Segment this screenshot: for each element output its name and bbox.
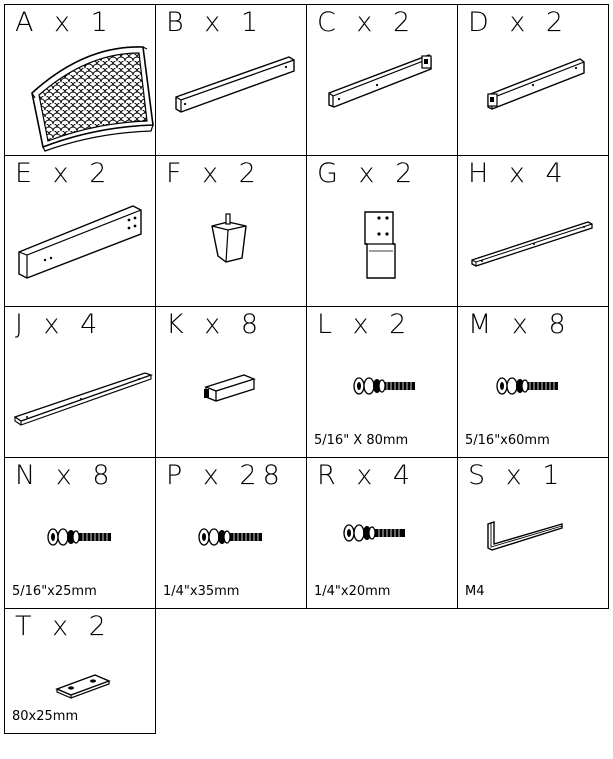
part-spec-m: 5/16"x60mm [465, 433, 550, 448]
part-label-d: D x 2 [468, 7, 570, 38]
bracket-g-illustration [307, 156, 457, 306]
part-spec-n: 5/16"x25mm [12, 584, 97, 599]
part-cell-f [155, 155, 307, 307]
rail-d-illustration [458, 5, 608, 155]
part-label-b: B x 1 [166, 7, 265, 38]
part-label-m: M x 8 [468, 309, 572, 340]
part-cell-p [155, 457, 307, 609]
part-spec-l: 5/16" X 80mm [314, 433, 409, 448]
plate-t-illustration [5, 609, 155, 759]
slat-j-illustration [5, 307, 155, 457]
part-cell-r [306, 457, 458, 609]
part-cell-j [4, 306, 156, 458]
connector-k-illustration [156, 307, 306, 457]
part-label-k: K x 8 [166, 309, 265, 340]
part-cell-s [457, 457, 609, 609]
rail-b-illustration [156, 5, 306, 155]
part-cell-c [306, 4, 458, 156]
part-cell-n [4, 457, 156, 609]
part-cell-g [306, 155, 458, 307]
part-cell-l [306, 306, 458, 458]
part-label-j: J x 4 [15, 309, 104, 340]
part-spec-r: 1/4"x20mm [314, 584, 391, 599]
part-label-e: E x 2 [15, 158, 113, 189]
part-spec-t: 80x25mm [12, 709, 79, 724]
part-label-p: P x 28 [166, 460, 286, 491]
part-cell-t [4, 608, 156, 734]
part-cell-a [4, 4, 156, 156]
rail-e-illustration [5, 156, 155, 306]
part-label-n: N x 8 [15, 460, 116, 491]
leg-f-illustration [156, 156, 306, 306]
part-cell-h [457, 155, 609, 307]
headboard-illustration [5, 5, 155, 155]
part-cell-e [4, 155, 156, 307]
part-cell-m [457, 306, 609, 458]
part-cell-k [155, 306, 307, 458]
part-label-a: A x 1 [15, 7, 114, 38]
part-label-c: C x 2 [317, 7, 417, 38]
part-cell-b [155, 4, 307, 156]
part-spec-p: 1/4"x35mm [163, 584, 240, 599]
part-label-h: H x 4 [468, 158, 569, 189]
part-label-f: F x 2 [166, 158, 262, 189]
part-label-s: S x 1 [468, 460, 566, 491]
rail-c-illustration [307, 5, 457, 155]
part-label-l: L x 2 [317, 309, 413, 340]
part-label-t: T x 2 [15, 611, 112, 642]
part-label-g: G x 2 [317, 158, 419, 189]
slat-h-illustration [458, 156, 608, 306]
part-label-r: R x 4 [317, 460, 417, 491]
part-spec-s: M4 [465, 584, 485, 599]
part-cell-d [457, 4, 609, 156]
